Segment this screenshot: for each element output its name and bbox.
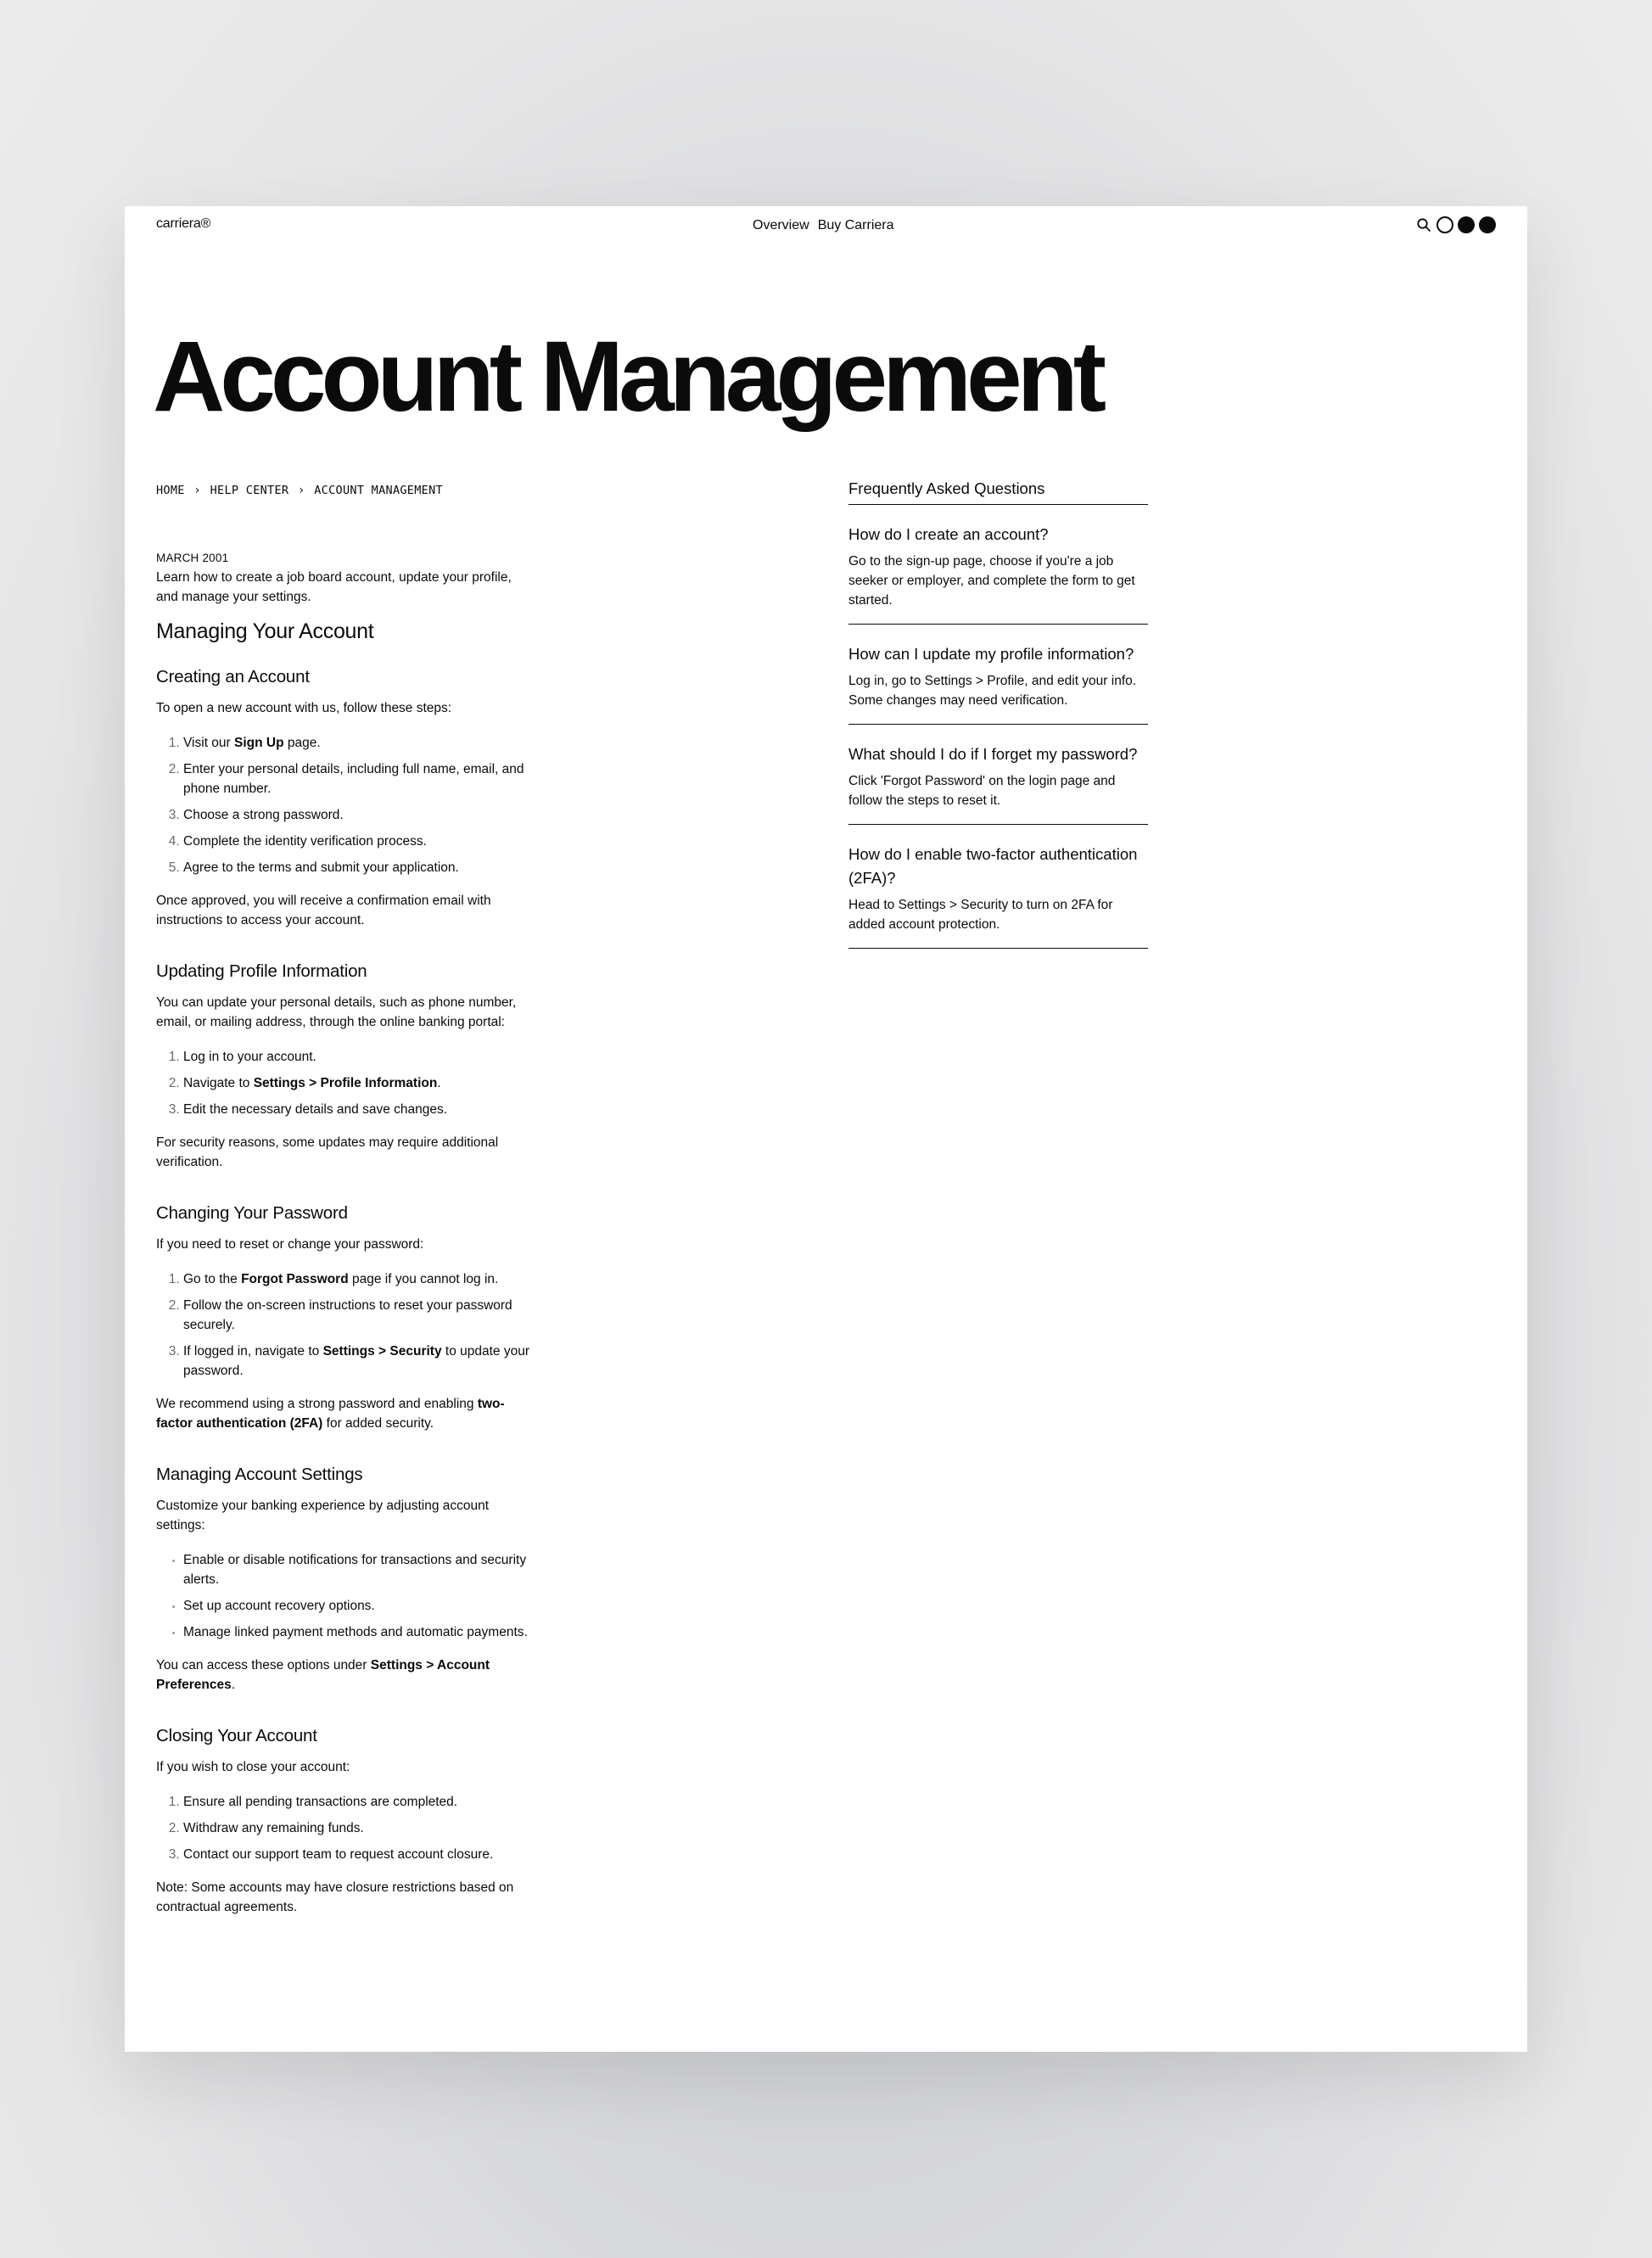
section-note: For security reasons, some updates may require additional verification. xyxy=(156,1135,499,1169)
sign-up-link[interactable]: Sign Up xyxy=(234,736,284,750)
nav-overview[interactable]: Overview xyxy=(753,218,809,233)
section-note: You can access these options under Settings > Account Preferences. xyxy=(156,1658,490,1692)
steps-list xyxy=(156,733,534,877)
section-note: We recommend using a strong password and enabling two-factor authentication (2FA) for added security. xyxy=(156,1397,505,1431)
article-intro: Learn how to create a job board account, update your profile, and manage your settings. xyxy=(156,570,512,604)
section-title: Closing Your Account xyxy=(156,1726,317,1745)
top-bar xyxy=(125,206,1527,244)
list-item: • Manage linked payment methods and automatic payments. xyxy=(183,1622,534,1642)
list-item: 1. Go to the Forgot Password page if you cannot log in. xyxy=(183,1269,534,1289)
list-item: 3. Contact our support team to request account closure. xyxy=(183,1845,534,1864)
faq-answer: Click 'Forgot Password' on the login page and follow the steps to reset it. xyxy=(848,774,1116,808)
header-icons xyxy=(1415,216,1496,233)
list-item: 2. Withdraw any remaining funds. xyxy=(183,1818,534,1838)
section-closing-account xyxy=(156,1725,534,1917)
breadcrumb xyxy=(156,484,443,497)
list-item: 3. Choose a strong password. xyxy=(183,805,534,825)
main-heading: Managing Your Account xyxy=(156,619,374,643)
faq-answer: Go to the sign-up page, choose if you're a job seeker or employer, and complete the form to get started. xyxy=(848,554,1135,608)
list-item: 2. Enter your personal details, including full name, email, and phone number. xyxy=(183,759,534,798)
list-item: 1. Log in to your account. xyxy=(183,1047,534,1067)
list-item: 1. Visit our Sign Up page. xyxy=(183,733,534,753)
section-title: Updating Profile Information xyxy=(156,961,367,981)
section-note: Once approved, you will receive a confirmation email with instructions to access your account. xyxy=(156,894,491,927)
faq-answer: Head to Settings > Security to turn on 2FA for added account protection. xyxy=(848,898,1113,932)
list-item: 3. If logged in, navigate to Settings > Security to update your password. xyxy=(183,1342,534,1381)
list-item: • Enable or disable notifications for transactions and security alerts. xyxy=(183,1550,534,1589)
settings-list xyxy=(156,1550,534,1642)
faq-item[interactable] xyxy=(848,825,1148,949)
page-card xyxy=(125,206,1527,2052)
steps-list xyxy=(156,1792,534,1864)
breadcrumb-home[interactable]: HOME xyxy=(156,484,185,497)
faq-item[interactable] xyxy=(848,505,1148,625)
section-note: Note: Some accounts may have closure restrictions based on contractual agreements. xyxy=(156,1880,514,1914)
top-nav xyxy=(753,218,894,233)
section-lead: You can update your personal details, such as phone number, email, or mailing address, through the online banking portal: xyxy=(156,995,517,1029)
faq-question[interactable]: What should I do if I forget my password? xyxy=(848,745,1138,763)
section-lead: If you wish to close your account: xyxy=(156,1760,350,1774)
section-title: Changing Your Password xyxy=(156,1203,348,1223)
article-date: MARCH 2001 xyxy=(156,552,229,564)
section-title: Managing Account Settings xyxy=(156,1465,363,1484)
brand-logo[interactable]: carriera® xyxy=(156,216,211,231)
section-lead: To open a new account with us, follow these steps: xyxy=(156,701,452,715)
chevron-right-icon: › xyxy=(194,484,200,497)
section-changing-password xyxy=(156,1202,534,1433)
section-updating-profile xyxy=(156,961,534,1172)
faq-item[interactable] xyxy=(848,625,1148,725)
list-item: 1. Ensure all pending transactions are completed. xyxy=(183,1792,534,1812)
steps-list xyxy=(156,1047,534,1119)
list-item: • Set up account recovery options. xyxy=(183,1596,534,1616)
list-item: 2. Follow the on-screen instructions to reset your password securely. xyxy=(183,1296,534,1335)
nav-buy-carriera[interactable]: Buy Carriera xyxy=(817,218,894,233)
list-item: 5. Agree to the terms and submit your application. xyxy=(183,858,534,877)
breadcrumb-account-management: ACCOUNT MANAGEMENT xyxy=(314,484,443,497)
faq-panel xyxy=(848,479,1148,949)
section-title: Creating an Account xyxy=(156,667,310,686)
page-title: Account Management xyxy=(153,321,1102,433)
faq-item[interactable] xyxy=(848,725,1148,825)
faq-heading: Frequently Asked Questions xyxy=(848,479,1148,505)
filled-circle-icon[interactable] xyxy=(1458,216,1475,233)
faq-answer: Log in, go to Settings > Profile, and edit your info. Some changes may need verification. xyxy=(848,674,1137,708)
filled-circle-icon[interactable] xyxy=(1479,216,1496,233)
outline-circle-icon[interactable] xyxy=(1436,216,1453,233)
faq-question[interactable]: How do I create an account? xyxy=(848,525,1049,543)
faq-question[interactable]: How do I enable two-factor authentication (2FA)? xyxy=(848,845,1138,887)
article xyxy=(156,548,534,1947)
search-icon[interactable] xyxy=(1415,216,1432,233)
section-account-settings xyxy=(156,1464,534,1695)
steps-list xyxy=(156,1269,534,1381)
list-item: 4. Complete the identity verification process. xyxy=(183,832,534,851)
list-item: 3. Edit the necessary details and save changes. xyxy=(183,1100,534,1119)
list-item: 2. Navigate to Settings > Profile Information. xyxy=(183,1073,534,1093)
section-lead: Customize your banking experience by adjusting account settings: xyxy=(156,1499,490,1532)
breadcrumb-help-center[interactable]: HELP CENTER xyxy=(210,484,289,497)
chevron-right-icon: › xyxy=(299,484,305,497)
section-lead: If you need to reset or change your password: xyxy=(156,1237,424,1252)
faq-question[interactable]: How can I update my profile information? xyxy=(848,645,1134,663)
forgot-password-link[interactable]: Forgot Password xyxy=(241,1272,349,1286)
section-creating-account xyxy=(156,666,534,930)
